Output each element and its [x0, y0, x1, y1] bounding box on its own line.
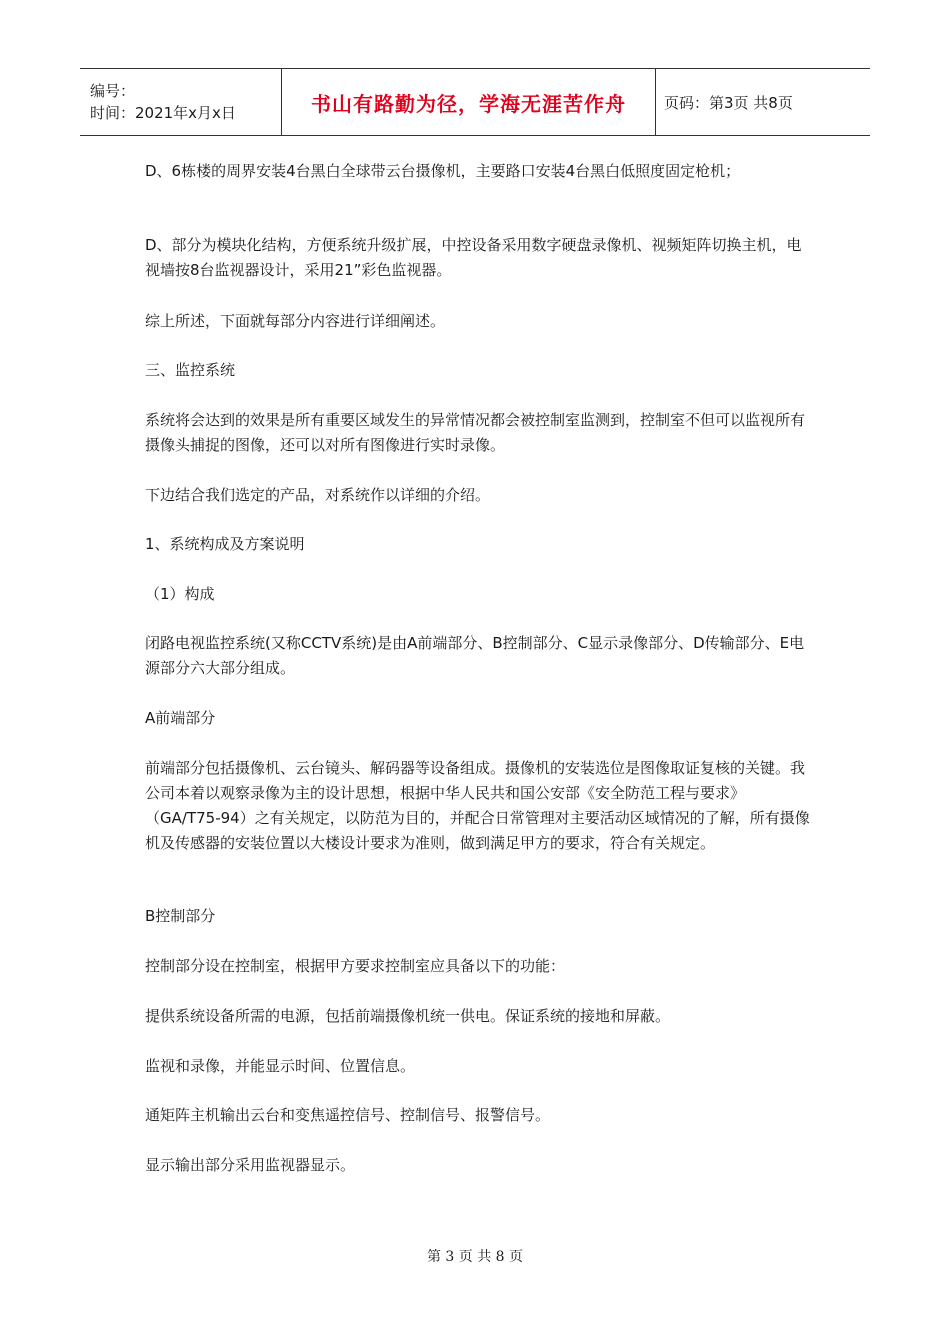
header-motto-cell	[282, 69, 656, 135]
subsection-heading: （1）构成	[145, 585, 215, 603]
paragraph: 控制部分设在控制室，根据甲方要求控制室应具备以下的功能：	[145, 957, 566, 975]
paragraph: 监视和录像，并能显示时间、位置信息。	[145, 1057, 416, 1075]
paragraph: 提供系统设备所需的电源，包括前端摄像机统一供电。保证系统的接地和屏蔽。	[145, 1007, 671, 1025]
paragraph: 系统将会达到的效果是所有重要区域发生的异常情况都会被控制室监测到，控制室不但可以监视所有摄像头捕捉的图像，还可以对所有图像进行实时录像。	[145, 411, 806, 454]
paragraph: 前端部分包括摄像机、云台镜头、解码器等设备组成。摄像机的安装选位是图像取证复核的关键。我公司本着以观察录像为主的设计思想，根据中华人民共和国公安部《安全防范工程与要求》（GA/T75-94）之有关规定，以防范为目的，并配合日常管理对主要活动区域情况的了解，所有摄像机及传感器的安装位置以大楼设计要求为准则，做到满足甲方的要求，符合有关规定。	[145, 759, 810, 852]
document-number-label: 编号：	[90, 82, 136, 100]
paragraph: 下边结合我们选定的产品，对系统作以详细的介绍。	[145, 486, 491, 504]
paragraph: 通矩阵主机输出云台和变焦遥控信号、控制信号、报警信号。	[145, 1106, 551, 1124]
document-time-label: 时间：2021年x月x日	[90, 104, 236, 122]
subsection-heading: B控制部分	[145, 907, 216, 925]
page-footer: 第 3 页 共 8 页	[426, 1249, 524, 1265]
header-page-code: 页码：第3页 共8页	[664, 93, 793, 112]
section-heading: 三、监控系统	[145, 361, 236, 379]
paragraph: 闭路电视监控系统(又称CCTV系统)是由A前端部分、B控制部分、C显示录像部分、D传输部分、E电源部分六大部分组成。	[145, 634, 805, 677]
header-page-code-cell	[656, 69, 870, 135]
paragraph: 综上所述，下面就每部分内容进行详细阐述。	[145, 312, 446, 330]
header-motto: 书山有路勤为径，学海无涯苦作舟	[311, 91, 626, 116]
paragraph: D、部分为模块化结构，方便系统升级扩展，中控设备采用数字硬盘录像机、视频矩阵切换主机，电视墙按8台监视器设计，采用21”彩色监视器。	[145, 236, 802, 279]
paragraph: 显示输出部分采用监视器显示。	[145, 1156, 356, 1174]
subsection-heading: A前端部分	[145, 709, 216, 727]
paragraph: D、6栋楼的周界安装4台黑白全球带云台摄像机，主要路口安装4台黑白低照度固定枪机；	[145, 162, 741, 180]
subsection-heading: 1、系统构成及方案说明	[145, 535, 305, 553]
page-header	[80, 68, 870, 136]
header-meta	[80, 69, 282, 135]
